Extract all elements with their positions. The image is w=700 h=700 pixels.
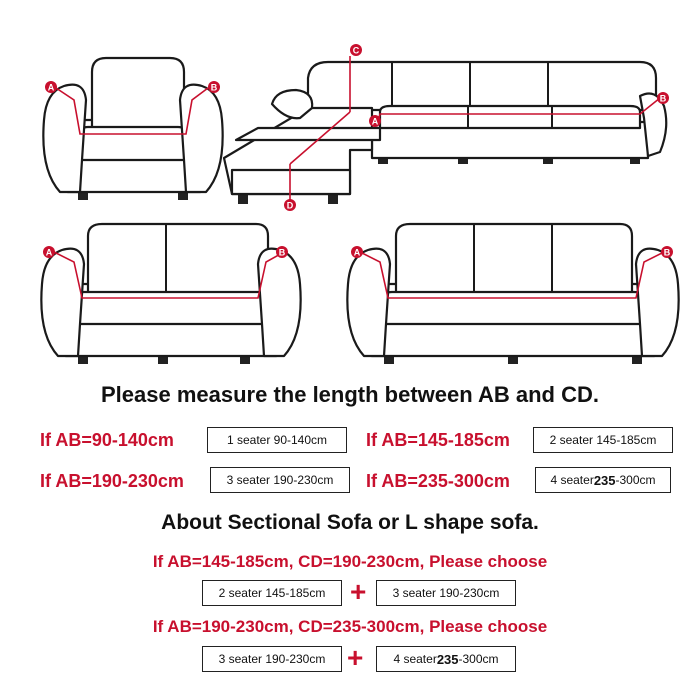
svg-text:A: A xyxy=(45,247,53,258)
combo-1-first-box: 2 seater 145-185cm xyxy=(202,580,342,606)
size-box-2: 2 seater 145-185cm xyxy=(533,427,673,453)
svg-text:B: B xyxy=(210,82,218,93)
measure-heading: Please measure the length between AB and CD. xyxy=(101,382,599,407)
svg-text:A: A xyxy=(353,247,361,258)
three-seater-diagram xyxy=(347,224,678,364)
combo-2-first-box: 3 seater 190-230cm xyxy=(202,646,342,672)
sectional-heading: About Sectional Sofa or L shape sofa. xyxy=(161,511,539,534)
combo-1-second-box: 3 seater 190-230cm xyxy=(376,580,516,606)
svg-text:B: B xyxy=(663,247,671,258)
condition-2-text: If AB=145-185cm xyxy=(366,430,510,450)
svg-text:D: D xyxy=(286,200,294,211)
combo-2-second-box: 4 seater 235 -300cm xyxy=(376,646,516,672)
condition-1-text: If AB=90-140cm xyxy=(40,430,174,450)
svg-text:B: B xyxy=(278,247,286,258)
svg-text:A: A xyxy=(371,116,379,127)
armchair-diagram xyxy=(43,58,222,200)
size-box-1: 1 seater 90-140cm xyxy=(207,427,347,453)
combo-1-text: If AB=145-185cm, CD=190-230cm, Please choose xyxy=(152,552,548,571)
condition-3-text: If AB=190-230cm xyxy=(40,471,184,491)
svg-text:C: C xyxy=(352,45,360,56)
size-box-4: 4 seater 235 -300cm xyxy=(535,467,671,493)
svg-text:B: B xyxy=(659,93,667,104)
condition-4-text: If AB=235-300cm xyxy=(366,471,510,491)
svg-text:A: A xyxy=(47,82,55,93)
combo-2-text: If AB=190-230cm, CD=235-300cm, Please choose xyxy=(152,617,548,636)
combo-2-plus: + xyxy=(347,642,364,673)
combo-1-plus: + xyxy=(350,576,367,607)
size-box-3: 3 seater 190-230cm xyxy=(210,467,350,493)
loveseat-diagram xyxy=(41,224,300,364)
sectional-diagram xyxy=(224,56,666,204)
